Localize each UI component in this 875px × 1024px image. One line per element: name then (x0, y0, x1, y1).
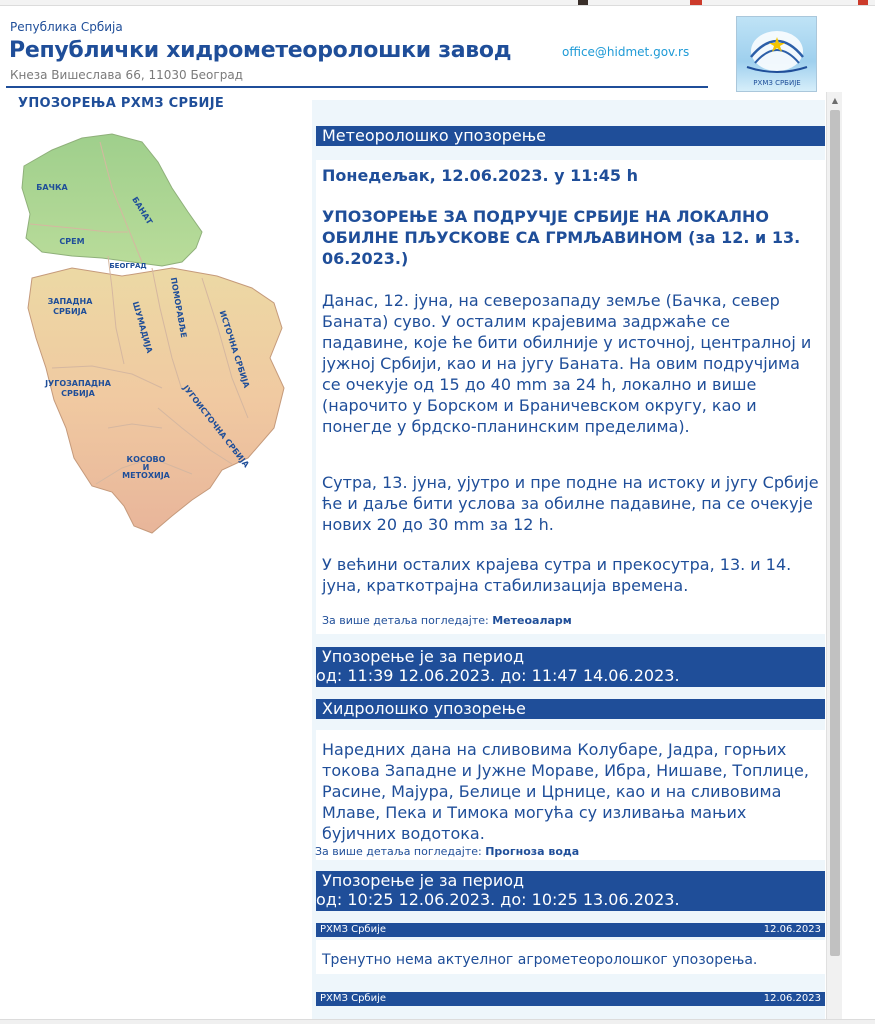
map-label-srem[interactable]: СРЕМ (59, 237, 85, 246)
tab-fragment (578, 0, 588, 5)
map-label-zapadna[interactable]: ЗАПАДНА (47, 297, 93, 306)
meteo-period (316, 647, 825, 687)
site-title[interactable]: Републички хидрометеоролошки завод (9, 38, 512, 63)
left-column-title[interactable]: УПОЗОРЕЊА РХМЗ СРБИЈЕ (18, 96, 225, 111)
meteo-paragraph-3: У већини осталих крајева сутра и прекосутра, 13. и 14. јуна, краткотрајна стабилизација времена. (322, 555, 792, 595)
agro-date: 12.06.2023 (763, 924, 821, 935)
period-range: од: 11:39 12.06.2023. до: 11:47 14.06.2023. (316, 666, 680, 685)
content-scrollbar[interactable] (826, 92, 842, 1024)
next-section-header (316, 992, 825, 1006)
next-source: РХМЗ Србије (320, 993, 387, 1004)
email-link[interactable]: office@hidmet.gov.rs (562, 45, 690, 59)
scroll-thumb[interactable] (830, 110, 840, 956)
map-label-jugozapadna-srbija[interactable]: СРБИЈА (61, 389, 95, 398)
browser-bottom-strip (0, 1019, 875, 1024)
map-label-sumadija[interactable]: ШУМАДИЈА (130, 300, 155, 355)
hydro-period (316, 871, 825, 911)
map-label-pomoravlje[interactable]: ПОМОРАВЉЕ (168, 276, 189, 339)
header-address: Кнеза Вишеслава 66, 11030 Београд (10, 68, 243, 82)
map-label-metohija[interactable]: МЕТОХИЈА (122, 471, 170, 480)
hydro-more-info (315, 845, 579, 858)
warning-title: УПОЗОРЕЊЕ ЗА ПОДРУЧЈЕ СРБИЈЕ НА ЛОКАЛНО ОБИЛНЕ ПЉУСКОВЕ СА ГРМЉАВИНОМ (за 12. и 13. 06.2023.) (322, 207, 801, 268)
more-prefix: За више детаља погледајте: (315, 845, 486, 858)
next-date: 12.06.2023 (763, 993, 821, 1004)
scroll-up-arrow-icon[interactable]: ▲ (831, 96, 839, 105)
meteoalarm-link[interactable]: Метеоаларм (492, 614, 572, 627)
header-divider (6, 86, 708, 88)
agro-header (316, 923, 825, 937)
map-label-istocna-srbija[interactable]: ИСТОЧНА СРБИЈА (217, 309, 252, 389)
map-label-jugozapadna[interactable]: ЈУГОЗАПАДНА (45, 379, 111, 388)
warning-date: Понедељак, 12.06.2023. у 11:45 h (322, 166, 638, 185)
tab-fragment (858, 0, 868, 5)
prognoza-voda-link[interactable]: Прогноза вода (485, 845, 580, 858)
map-label-zapadna-srbija[interactable]: СРБИЈА (53, 307, 87, 316)
meteo-paragraph-2: Сутра, 13. јуна, ујутро и пре подне на истоку и југу Србије ће и даље бити услова за обилне падавине, па се очекује нових 20 до 30 mm за 12 h. (322, 473, 819, 534)
agro-source: РХМЗ Србије (320, 924, 387, 935)
header-republic: Република Србија (10, 20, 123, 34)
hydro-heading: Хидролошко упозорење (316, 699, 825, 719)
map-label-kosovo[interactable]: КОСОВО (126, 455, 166, 464)
meteo-heading: Метеоролошко упозорење (316, 126, 825, 146)
period-range: од: 10:25 12.06.2023. до: 10:25 13.06.2023. (316, 890, 680, 909)
period-label: Упозорење је за период (322, 647, 525, 666)
tab-fragment (690, 0, 702, 5)
more-prefix: За више детаља погледајте: (322, 614, 493, 627)
serbia-regions-map[interactable] (12, 128, 304, 540)
map-north-area[interactable] (22, 134, 202, 266)
meteo-paragraph-1: Данас, 12. јуна, на северозападу земље (Бачка, север Баната) суво. У осталим крајевима задржаће се падавине, које ће бити обилније у источној, централној и јужној Србији, као и на југу Баната. На овим подручјима се очекује од 15 до 40 mm за 24 h, локално и више (нарочито у Борском и Браничевском округу, као и понегде у брдско-планинским пределима). (322, 291, 812, 436)
map-label-i[interactable]: И (142, 463, 150, 472)
rhmz-logo[interactable] (736, 16, 817, 92)
agro-message: Тренутно нема актуелног агрометеоролошког упозорења. (322, 952, 758, 968)
site-header (0, 6, 875, 96)
map-label-backa[interactable]: БАЧКА (36, 183, 68, 192)
hydro-paragraph: Наредних дана на сливовима Колубаре, Јадра, горњих токова Западне и Јужне Мораве, Ибра, Нишаве, Топлице, Расине, Мајура, Белице и Црнице, као и на сливовима Млаве, Пека и Тимока могућа су изливања мањих бујичних водотока. (322, 740, 809, 843)
logo-text: РХМЗ СРБИЈЕ (753, 79, 801, 87)
period-label: Упозорење је за период (322, 871, 525, 890)
map-label-banat[interactable]: БАНАТ (130, 195, 155, 227)
map-label-jugoistocna-srbija[interactable]: ЈУГОИСТОЧНА СРБИЈА (181, 383, 251, 470)
map-label-beograd[interactable]: БЕОГРАД (109, 262, 147, 270)
meteo-more-info (322, 614, 572, 627)
